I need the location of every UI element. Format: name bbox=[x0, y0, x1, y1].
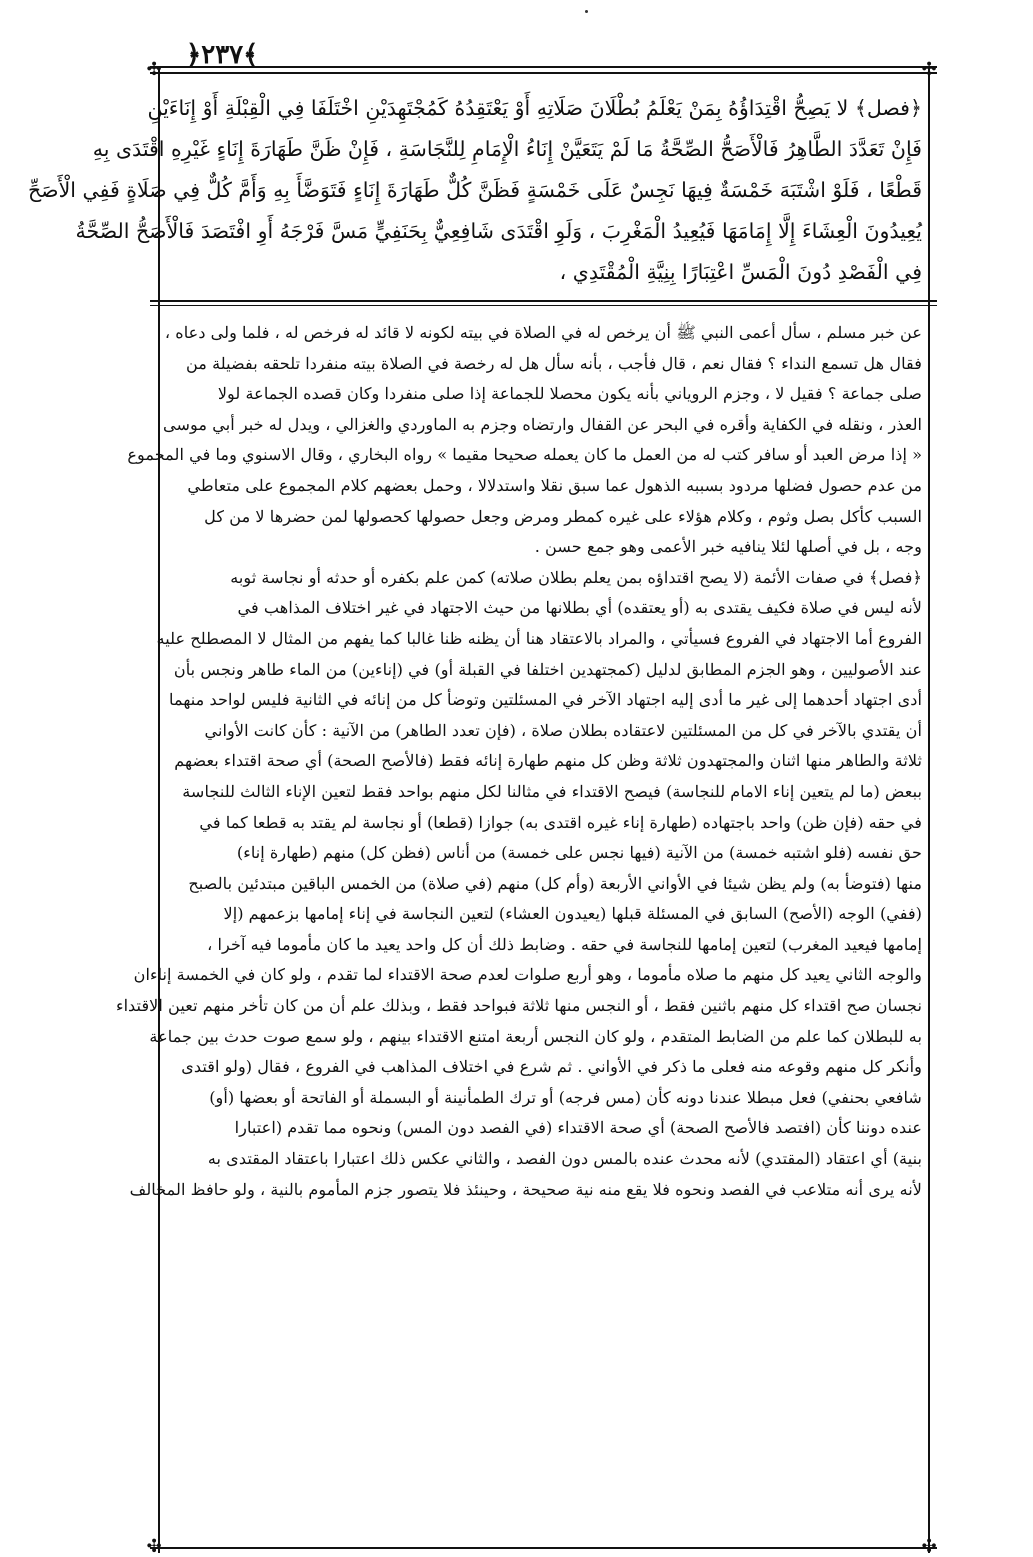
ornament-corner-icon: ✣ bbox=[146, 59, 162, 80]
ornament-corner-icon: ✣ bbox=[921, 59, 937, 80]
sharh-line: من عدم حصول فضلها مردود بسببه الذهول عما سبق نقلا واستدلالا ، وحمل بعضهم كلام المجموع على متعاطي bbox=[187, 475, 922, 495]
matn-separator-rule bbox=[150, 300, 937, 302]
sharh-line: والوجه الثاني يعيد كل منهم ما صلاه مأموما ، وهو أربع صلوات لعدم صحة الاقتداء لما تقدم ، ولو كان في الخمسة إناءان bbox=[133, 965, 922, 985]
frame-top-border-inner bbox=[150, 72, 937, 74]
sharh-line: لأنه ليس في صلاة فكيف يقتدى به (أو يعتقده) أي بطلانها من حيث الاجتهاد في غير اختلاف المذاهب في bbox=[237, 598, 922, 618]
ornament-corner-icon: ✣ bbox=[921, 1536, 937, 1557]
frame-left-border bbox=[158, 66, 160, 1553]
matn-line: يُعِيدُونَ الْعِشَاءَ إِلَّا إِمَامَهَا فَيُعِيدُ الْمَغْرِبَ ، وَلَوِ اقْتَدَى شَافِعِيٌّ بِحَنَفِيٍّ مَسَّ فَرْجَهُ أَوِ افْتَصَدَ فَالْأَصَحُّ الصِّحَّةُ bbox=[75, 219, 922, 243]
frame-right-border bbox=[928, 66, 930, 1553]
sharh-line: عنده دوننا كأن (افتصد فالأصح الصحة) أي صحة الاقتداء (في الفصد دون المس) ونحوه مما تقدم (اعتبارا bbox=[234, 1118, 922, 1138]
sharh-line: بنية) أي اعتقاد (المقتدي) لأنه محدث عنده بالمس دون الفصد ، والثاني عكس ذلك اعتبارا باعتقاد المقتدى به bbox=[207, 1149, 922, 1169]
sharh-line: السبب كأكل بصل وثوم ، وكلام هؤلاء على غيره كمطر ومرض وجعل حصولها كحصولها لمن حضرها لا من كل bbox=[204, 506, 922, 526]
sharh-line: « إذا مرض العبد أو سافر كتب له من العمل ما كان يعمله صحيحا مقيما » رواه البخاري ، وقال الاسنوي وما في المجموع bbox=[127, 445, 922, 465]
sharh-line: لأنه يرى أنه متلاعب في الفصد ونحوه فلا يقع منه نية صحيحة ، وحينئذ فلا يتصور جزم المأموم بالنية ، ولو حافظ المخالف bbox=[129, 1179, 922, 1199]
matn-line: فِي الْفَصْدِ دُونَ الْمَسِّ اعْتِبَارًا بِنِيَّةِ الْمُقْتَدِي ، bbox=[559, 260, 922, 284]
sharh-line: به للبطلان كما علم من الضابط المتقدم ، ولو كان النجس أربعة امتنع الاقتداء بينهم ، ولو سمع صوت حدث بين جماعة bbox=[149, 1026, 922, 1046]
frame-bottom-border bbox=[150, 1547, 937, 1549]
page-number: ﴿٢٣٧﴾ bbox=[186, 40, 259, 70]
ornament-corner-icon: ✣ bbox=[146, 1536, 162, 1557]
matn-text-block bbox=[27, 88, 922, 293]
sharh-line: العذر ، ونقله في الكفاية وأقره في البحر عن القفال وارتضاه وجزم به الماوردي والغزالي ، ويدل له خبر أبي موسى bbox=[162, 414, 922, 434]
sharh-text-block bbox=[115, 318, 922, 1205]
sharh-line: نجسان صح اقتداء كل منهم باثنين فقط ، أو النجس منها ثلاثة فبواحد فقط ، وبذلك علم أن من كان تأخر منهم تعين الاقتداء bbox=[115, 996, 922, 1016]
sharh-line: وجه ، بل في أصلها لئلا ينافيه خبر الأعمى وهو جمع حسن . bbox=[534, 537, 922, 557]
sharh-line: إمامها فيعيد المغرب) لتعين إمامها للنجاسة في حقه . وضابط ذلك أن كل واحد يعيد ما كان مأموما فيه آخرا ، bbox=[207, 934, 922, 954]
sharh-line: شافعي بحنفي) فعل مبطلا عندنا دونه كأن (مس فرجه) أو ترك الطمأنينة أو البسملة أو الفاتحة أو بعضها (أو) bbox=[209, 1087, 922, 1107]
matn-separator-rule-inner bbox=[150, 305, 937, 306]
matn-line: قَطْعًا ، فَلَوْ اشْتَبَهَ خَمْسَةٌ فِيهَا نَجِسٌ عَلَى خَمْسَةٍ فَظَنَّ كُلٌّ طَهَارَةَ إِنَاءٍ فَتَوَضَّأَ بِهِ وَأَمَّ كُلٌّ فِي صَلَاةٍ فَفِي الْأَصَحِّ bbox=[27, 178, 922, 202]
sharh-line: الفروع أما الاجتهاد في الفروع فسيأتي ، والمراد بالاعتقاد هنا أن يظنه ظنا غالبا كما يفهم من المثال لا المصطلح عليه bbox=[156, 628, 922, 648]
sharh-line: فقال هل تسمع النداء ؟ فقال نعم ، قال فأجب ، بأنه سأل هل له رخصة في الصلاة بيته منفردا تلحقه بفضيلة من bbox=[185, 353, 922, 373]
sharh-line: عند الأصوليين ، وهو الجزم المطابق لدليل (كمجتهدين اختلفا في القبلة أو) في (إناءين) من الماء طاهر ونجس بأن bbox=[173, 659, 922, 679]
matn-line: ﴿فصل﴾ لا يَصِحُّ اقْتِدَاؤُهُ بِمَنْ يَعْلَمُ بُطْلَانَ صَلَاتِهِ أَوْ يَعْتَقِدُهُ كَمُجْتَهِدَيْنِ اخْتَلَفَا فِي الْقِبْلَةِ أَوْ إِنَاءَيْنِ bbox=[147, 96, 922, 120]
sharh-line: ثلاثة والطاهر منها اثنان والمجتهدون ثلاثة وظن كل منهم طهارة إنائه فقط (فالأصح الصحة) أي صحة اقتداء بعضهم bbox=[174, 751, 922, 771]
matn-line: فَإِنْ تَعَدَّدَ الطَّاهِرُ فَالْأَصَحُّ الصِّحَّةُ مَا لَمْ يَتَعَيَّنْ إِنَاءُ الْإِمَامِ لِلنَّجَاسَةِ ، فَإِنْ ظَنَّ طَهَارَةَ إِنَاءٍ غَيْرِهِ اقْتَدَى بِهِ bbox=[92, 137, 922, 161]
sharh-line: صلى جماعة ؟ فقيل لا ، وجزم الروياني بأنه يكون محصلا للجماعة إذا صلى منفردا وكان قصده الجماعة لولا bbox=[217, 384, 922, 404]
sharh-line: أن يقتدي بالآخر في كل من المسئلتين لاعتقاده بطلان صلاة ، (فإن تعدد الطاهر) من الآنية : كأن كانت الأواني bbox=[204, 720, 922, 740]
sharh-line: ﴿فصل﴾ في صفات الأئمة (لا يصح اقتداؤه بمن يعلم بطلان صلاته) كمن علم بكفره أو حدثه أو نجاسة ثوبه bbox=[230, 567, 922, 587]
sharh-line: عن خبر مسلم ، سأل أعمى النبي ﷺ أن يرخص له في الصلاة في بيته لكونه لا قائد له فرخص له ، فلما ولى دعاه ، bbox=[164, 323, 922, 342]
sharh-line: ببعض (ما لم يتعين إناء الامام للنجاسة) فيصح الاقتداء في مثالنا لكل منهم بواحد فقط لتعين الإناء الثالث للنجاسة bbox=[182, 781, 922, 801]
sharh-line: حق نفسه (فلو اشتبه خمسة) من الآنية (فيها نجس على خمسة) من أناس (فظن كل) منهم (طهارة إناء) bbox=[236, 843, 922, 863]
sharh-line: في حقه (فإن ظن) واحد باجتهاده (طهارة إناء غيره اقتدى به) جوازا (قطعا) أو نجاسة لم يقتد به قطعا كما في bbox=[199, 812, 922, 832]
sharh-line: منها (فتوضأ به) ولم يظن شيئا في الأواني الأربعة (وأم كل) منهم (في صلاة) من الخمس الباقين مبتدئين بالصبح bbox=[188, 873, 922, 893]
ink-speck bbox=[585, 10, 588, 13]
sharh-line: (ففي) الوجه (الأصح) السابق في المسئلة قبلها (يعيدون العشاء) لتعين النجاسة في إناء إمامها بزعمهم (إلا bbox=[223, 904, 922, 924]
sharh-line: أدى اجتهاد أحدهما إلى غير ما أدى إليه اجتهاد الآخر في المسئلتين وتوضأ كل من إنائه في الثانية فليس لواحد منهما bbox=[169, 690, 922, 710]
frame-top-border bbox=[150, 66, 937, 68]
sharh-line: وأنكر كل منهم وقوعه منه فعلى ما ذكر في الأواني . ثم شرع في اختلاف المذاهب في الفروع ، فقال (ولو اقتدى bbox=[181, 1057, 922, 1077]
